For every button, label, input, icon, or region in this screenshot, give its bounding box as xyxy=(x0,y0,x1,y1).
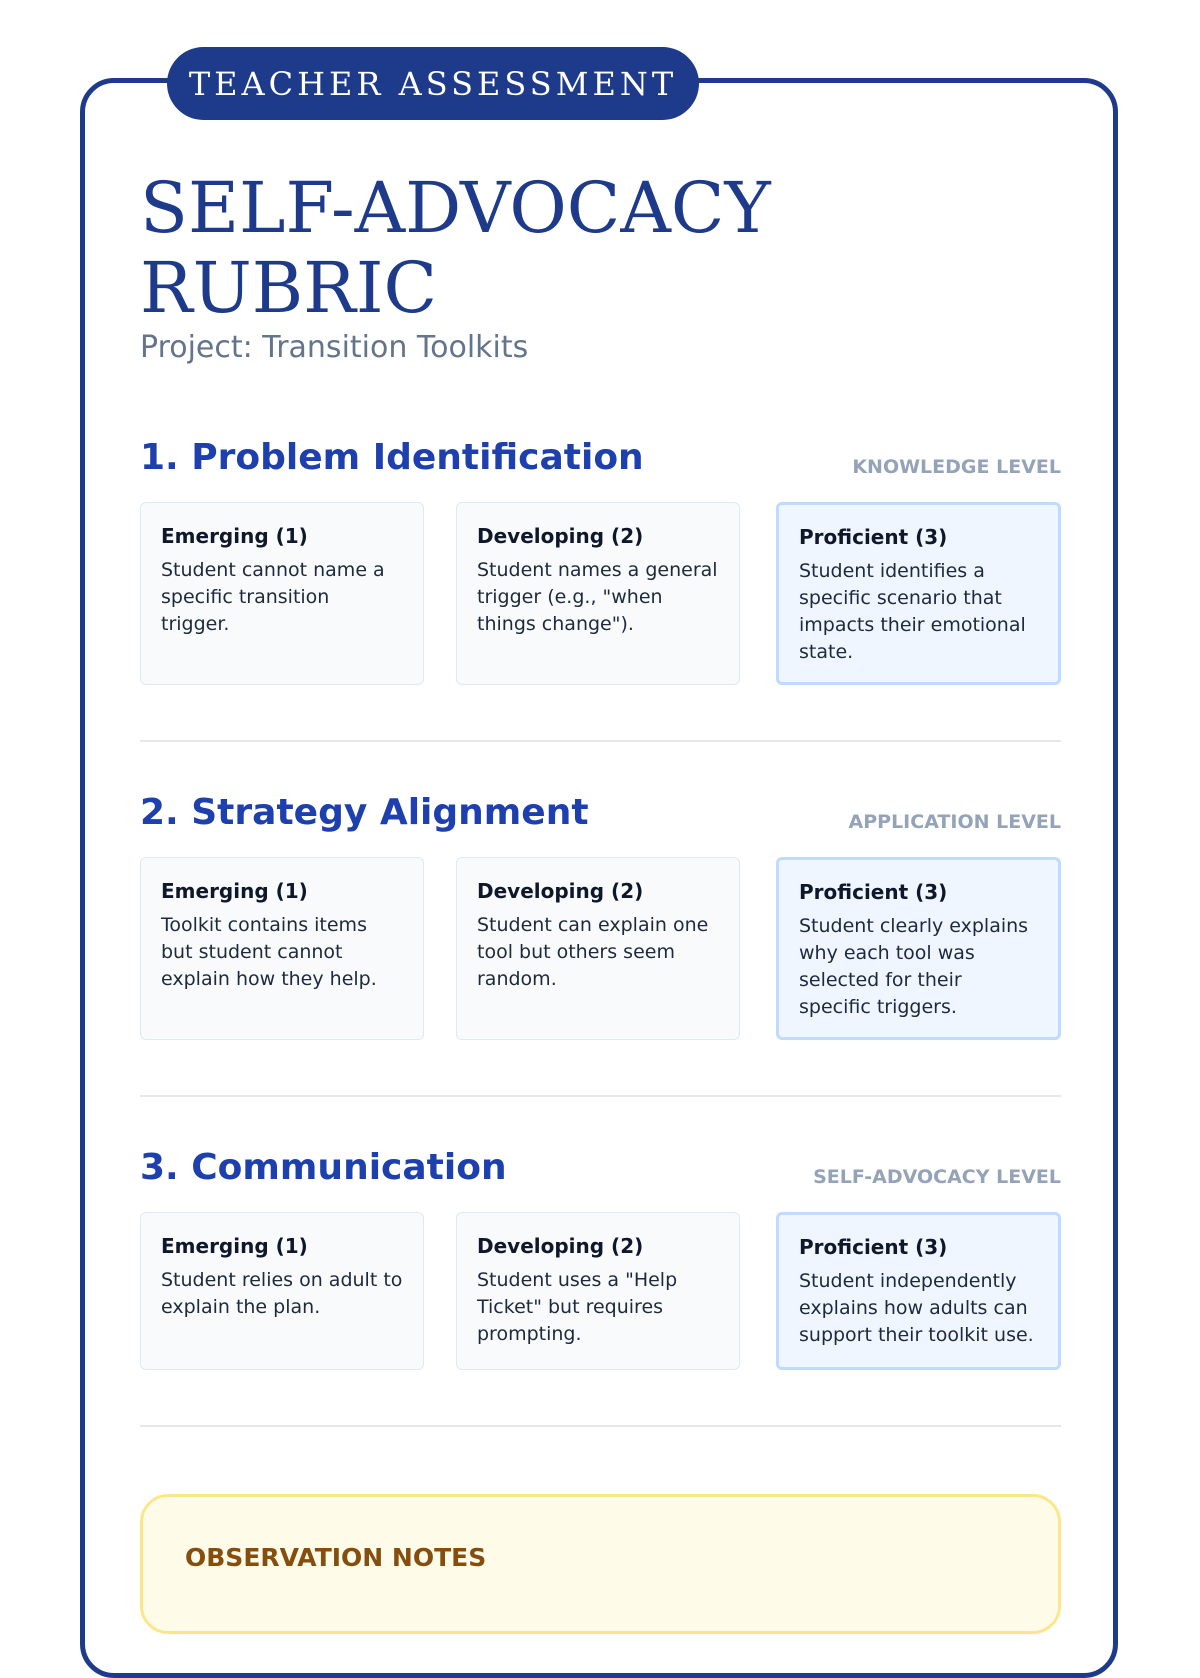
level-card-proficient xyxy=(776,857,1061,1040)
card-description: Student names a general trigger (e.g., "when things change"). xyxy=(477,559,718,635)
card-title: Developing (2) xyxy=(477,879,644,903)
card-description: Student uses a "Help Ticket" but requires prompting. xyxy=(477,1269,678,1345)
card-description: Student can explain one tool but others seem random. xyxy=(477,914,709,990)
card-description: Student clearly explains why each tool was selected for their specific triggers. xyxy=(799,915,1029,1018)
card-title: Developing (2) xyxy=(477,1234,644,1258)
card-title: Proficient (3) xyxy=(799,880,948,904)
level-card-proficient xyxy=(776,502,1061,685)
level-card-emerging xyxy=(140,1212,424,1370)
page-title: SELF-ADVOCACY RUBRIC xyxy=(140,167,771,329)
section-level: APPLICATION LEVEL xyxy=(848,811,1061,833)
section-title: 3. Communication xyxy=(140,1147,507,1188)
section-divider xyxy=(140,1425,1061,1427)
card-description: Student independently explains how adults can support their toolkit use. xyxy=(799,1270,1034,1346)
card-title: Emerging (1) xyxy=(161,524,308,548)
level-card-emerging xyxy=(140,502,424,685)
card-title: Proficient (3) xyxy=(799,1235,948,1259)
section-divider xyxy=(140,1095,1061,1097)
section-title: 2. Strategy Alignment xyxy=(140,792,589,833)
level-card-developing xyxy=(456,1212,740,1370)
level-card-developing xyxy=(456,857,740,1040)
card-description: Toolkit contains items but student cannot explain how they help. xyxy=(161,914,377,990)
level-card-developing xyxy=(456,502,740,685)
rubric-section-strategy-alignment xyxy=(140,790,1061,1040)
assessment-tag: TEACHER ASSESSMENT xyxy=(167,47,699,120)
page-subtitle: Project: Transition Toolkits xyxy=(140,330,529,365)
card-title: Proficient (3) xyxy=(799,525,948,549)
section-level: SELF-ADVOCACY LEVEL xyxy=(813,1166,1061,1188)
rubric-section-communication xyxy=(140,1145,1061,1370)
level-card-emerging xyxy=(140,857,424,1040)
card-description: Student identifies a specific scenario that impacts their emotional state. xyxy=(799,560,1026,663)
observation-notes-box xyxy=(140,1494,1061,1634)
card-title: Emerging (1) xyxy=(161,1234,308,1258)
card-description: Student cannot name a specific transition trigger. xyxy=(161,559,385,635)
observation-notes-title: OBSERVATION NOTES xyxy=(185,1543,487,1572)
level-card-proficient xyxy=(776,1212,1061,1370)
card-description: Student relies on adult to explain the plan. xyxy=(161,1269,403,1318)
section-title: 1. Problem Identification xyxy=(140,437,644,478)
card-title: Emerging (1) xyxy=(161,879,308,903)
card-title: Developing (2) xyxy=(477,524,644,548)
section-divider xyxy=(140,740,1061,742)
section-level: KNOWLEDGE LEVEL xyxy=(852,456,1061,478)
rubric-section-problem-identification xyxy=(140,435,1061,685)
